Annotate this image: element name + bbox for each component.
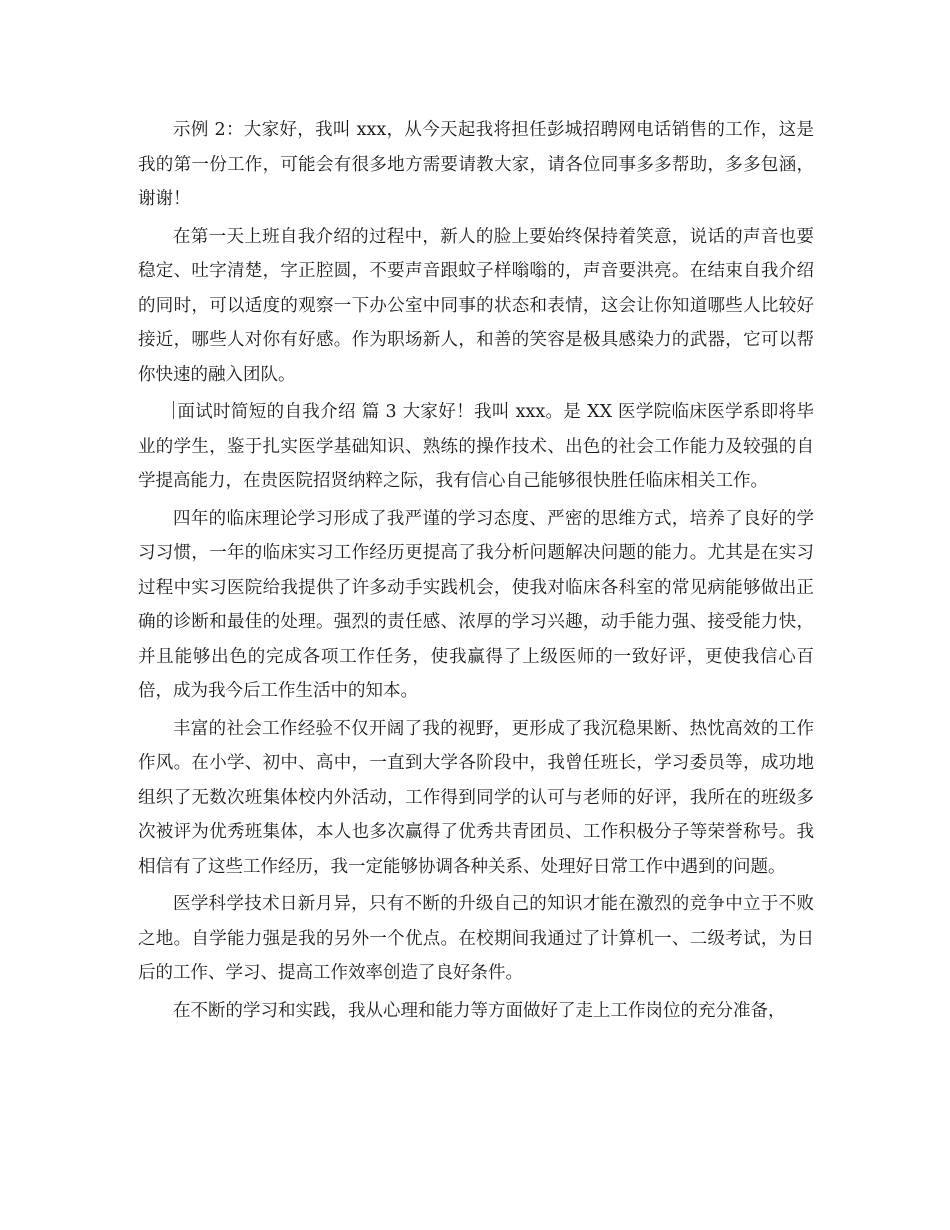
paragraph-preparation: 在不断的学习和实践，我从心理和能力等方面做好了走上工作岗位的充分准备， (173, 1000, 786, 1021)
paragraph-example-2: 示例 2：大家好，我叫 xxx，从今天起我将担任彭城招聘网电话销售的工作，这是我的第一份工作，可能会有很多地方需要请教大家，请各位同事多多帮助，多多包涵，谢谢！ (138, 120, 814, 209)
paragraph-first-day-tips: 在第一天上班自我介绍的过程中，新人的脸上要始终保持着笑意，说话的声音也要稳定、吐字清楚，字正腔圆，不要声音跟蚊子样嗡嗡的，声音要洪亮。在结束自我介绍的同时，可以适度的观察一下办公室中同事的状态和表情，这会让你知道哪些人比较好接近，哪些人对你有好感。作为职场新人，和善的笑容是极具感染力的武器，它可以帮你快速的融入团队。 (138, 226, 814, 385)
paragraph-section-3-intro (138, 395, 814, 499)
paragraph-self-learning: 医学科学技术日新月异，只有不断的升级自己的知识才能在激烈的竞争中立于不败之地。自学能力强是我的另外一个优点。在校期间我通过了计算机一、二级考试，为日后的工作、学习、提高工作效率创造了良好条件。 (138, 894, 814, 983)
paragraph-social-work: 丰富的社会工作经验不仅开阔了我的视野，更形成了我沉稳果断、热忱高效的工作作风。在小学、初中、高中，一直到大学各阶段中，我曾任班长，学习委员等，成功地组织了无数次班集体校内外活动，工作得到同学的认可与老师的好评，我所在的班级多次被评为优秀班集体，本人也多次赢得了优秀共青团员、工作积极分子等荣誉称号。我相信有了这些工作经历，我一定能够协调各种关系、处理好日常工作中遇到的问题。 (138, 718, 814, 877)
section-3-text: 面试时简短的自我介绍 篇 3 大家好！我叫 xxx。是 XX 医学院临床医学系即将毕业的学生，鉴于扎实医学基础知识、熟练的操作技术、出色的社会工作能力及较强的自学提高能力，在贵医院招贤纳粹之际，我有信心自己能够很快胜任临床相关工作。 (138, 402, 814, 491)
section-marker (173, 401, 174, 419)
paragraph-clinical-study: 四年的临床理论学习形成了我严谨的学习态度、严密的思维方式，培养了良好的学习习惯，一年的临床实习工作经历更提高了我分析问题解决问题的能力。尤其是在实习过程中实习医院给我提供了许多动手实践机会，使我对临床各科室的常见病能够做出正确的诊断和最佳的处理。强烈的责任感、浓厚的学习兴趣，动手能力强、接受能力快，并且能够出色的完成各项工作任务，使我赢得了上级医师的一致好评，更使我信心百倍，成为我今后工作生活中的知本。 (138, 508, 814, 701)
document-body (138, 113, 814, 1031)
